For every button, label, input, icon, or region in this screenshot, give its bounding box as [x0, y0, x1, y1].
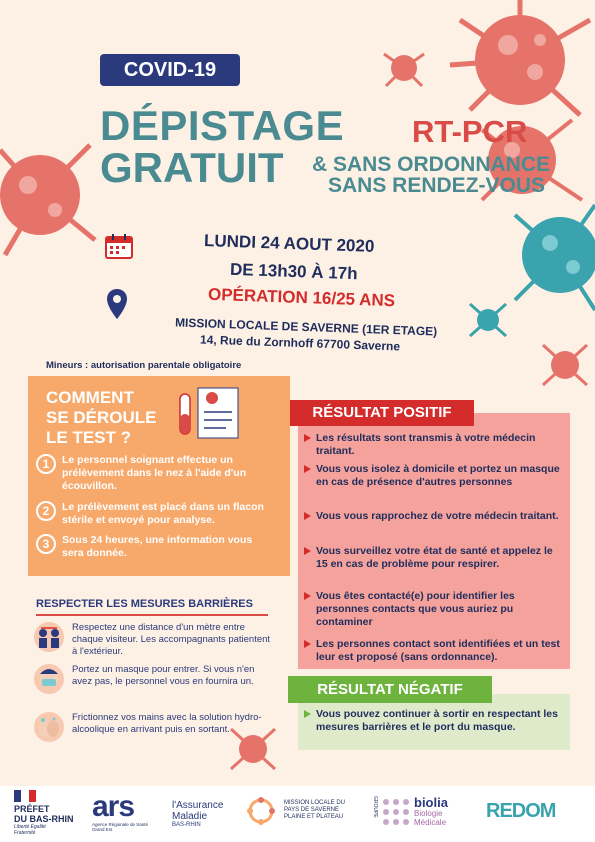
ars-logo: [92, 792, 152, 832]
how-step: [36, 454, 276, 493]
event-location-name: MISSION LOCALE DE SAVERNE (1ER ETAGE): [174, 315, 438, 339]
minors-note: Mineurs : autorisation parentale obligatoire: [46, 360, 242, 371]
calendar-icon: [104, 232, 134, 260]
event-time: DE 13h30 À 17h: [229, 259, 358, 284]
event-operation: OPÉRATION 16/25 ANS: [207, 284, 396, 311]
how-title-line: LE TEST ?: [46, 428, 131, 447]
prefet-line2: DU BAS-RHIN: [14, 814, 74, 824]
assurance-line1: l'Assurance: [172, 800, 224, 811]
bullet-arrow-icon: [304, 592, 311, 600]
positive-item: [304, 510, 562, 523]
title-depistage: DÉPISTAGE: [100, 102, 345, 149]
negative-item: [304, 708, 562, 734]
event-location-address: 14, Rue du Zornhoff 67700 Saverne: [199, 332, 401, 354]
bullet-arrow-icon: [304, 434, 311, 442]
assurance-line2: Maladie: [172, 811, 208, 822]
how-title-line: SE DÉROULE: [46, 408, 157, 427]
step-text: Le personnel soignant effectue un prélèvement dans le nez à l'aide d'un écouvillon.: [62, 454, 247, 492]
biolia-logo: [414, 796, 448, 827]
barrier-text: Respectez une distance d'un mètre entre chaque visiteur. Les accompagnants patientent à l'extérieur.: [72, 622, 271, 657]
prefet-line1: PRÉFET: [14, 804, 50, 814]
bullet-arrow-icon: [304, 640, 311, 648]
redom-logo: REDOM: [486, 800, 556, 822]
virus-illustration-small-top: [382, 46, 426, 90]
barrier-text: Frictionnez vos mains avec la solution hydro-alcoolique en arrivant puis en sortant.: [72, 712, 262, 735]
virus-illustration-teal: [505, 195, 595, 315]
step-number: 1: [36, 454, 56, 474]
how-step: [36, 501, 276, 527]
barriers-divider: [36, 614, 268, 616]
how-step: [36, 534, 276, 560]
ars-subtitle: Agence Régionale de Santé Grand Est: [92, 822, 149, 832]
event-date: LUNDI 24 AOUT 2020: [203, 230, 375, 256]
step-text: Sous 24 heures, une information vous sera donnée.: [62, 534, 253, 559]
negative-result-title: RÉSULTAT NÉGATIF: [288, 676, 492, 703]
title-gratuit: GRATUIT: [100, 144, 284, 191]
prefet-logo: [14, 790, 74, 836]
barriers-title: RESPECTER LES MESURES BARRIÈRES: [36, 598, 253, 610]
french-flag-icon: [14, 790, 36, 802]
subtitle-sans-ordonnance: & SANS ORDONNANCE: [312, 153, 551, 176]
positive-item: [304, 638, 562, 664]
biolia-logo-icon: [382, 798, 410, 826]
positive-item: [304, 463, 562, 489]
negative-item-text: Vous pouvez continuer à sortir en respectant les mesures barrières et le port du masque.: [316, 708, 558, 733]
mission-locale-text: MISSION LOCALE DU PAYS DE SAVERNE PLAINE ET PLATEAU: [284, 800, 346, 820]
step-text: Le prélèvement est placé dans un flacon stérile et envoyé pour analyse.: [62, 501, 264, 526]
positive-item: [304, 432, 562, 458]
biolia-group: GROUPE: [372, 796, 378, 818]
assurance-sub: BAS-RHIN: [172, 822, 201, 828]
step-number: 3: [36, 534, 56, 554]
bullet-arrow-icon: [304, 710, 311, 718]
mask-icon: [34, 664, 64, 694]
positive-item: [304, 545, 562, 571]
how-title-line: COMMENT: [46, 388, 134, 407]
barrier-text: Portez un masque pour entrer. Si vous n'en avez pas, le personnel vous en fournira un.: [72, 664, 255, 687]
biolia-name: biolia: [414, 795, 448, 810]
step-number: 2: [36, 501, 56, 521]
bullet-arrow-icon: [304, 512, 311, 520]
positive-item-text: Vous vous isolez à domicile et portez un masque en cas de présence d'autres personnes: [316, 463, 560, 488]
how-test-title: [46, 388, 157, 448]
subtitle-sans-rendez-vous: SANS RENDEZ-VOUS: [328, 174, 546, 197]
ars-text: ars: [92, 790, 135, 823]
positive-item-text: Vous vous rapprochez de votre médecin traitant.: [316, 510, 559, 522]
bullet-arrow-icon: [304, 465, 311, 473]
bullet-arrow-icon: [304, 547, 311, 555]
positive-item-text: Les résultats sont transmis à votre médecin traitant.: [316, 432, 536, 457]
barrier-item: [34, 622, 274, 658]
covid-badge: COVID-19: [100, 54, 240, 86]
location-pin-icon: [106, 288, 128, 320]
assurance-maladie-logo: [172, 800, 223, 828]
distance-icon: [34, 622, 64, 652]
biolia-line2: Biologie: [414, 809, 443, 818]
mission-locale-logo-icon: [246, 796, 276, 826]
barrier-item: [34, 712, 274, 742]
virus-illustration-left: [0, 130, 100, 260]
virus-illustration-small-right: [540, 340, 590, 390]
prefet-motto: Liberté Égalité Fraternité: [14, 824, 46, 836]
positive-item-text: Vous êtes contacté(e) pour identifier les personnes contacts que vous auriez pu contaminer: [316, 590, 515, 628]
positive-item: [304, 590, 562, 629]
biolia-line3: Médicale: [414, 818, 447, 827]
rt-pcr-label: RT-PCR: [412, 114, 528, 149]
test-tube-icon: [172, 384, 252, 440]
barrier-item: [34, 664, 274, 694]
positive-item-text: Vous surveillez votre état de santé et appelez le 15 en cas de problème pour respirer.: [316, 545, 553, 570]
positive-item-text: Les personnes contact sont identifiées et un test leur est proposé (sans ordonnance).: [316, 638, 560, 663]
hands-icon: [34, 712, 64, 742]
virus-illustration-teal-small: [468, 300, 508, 340]
positive-result-title: RÉSULTAT POSITIF: [290, 400, 474, 426]
